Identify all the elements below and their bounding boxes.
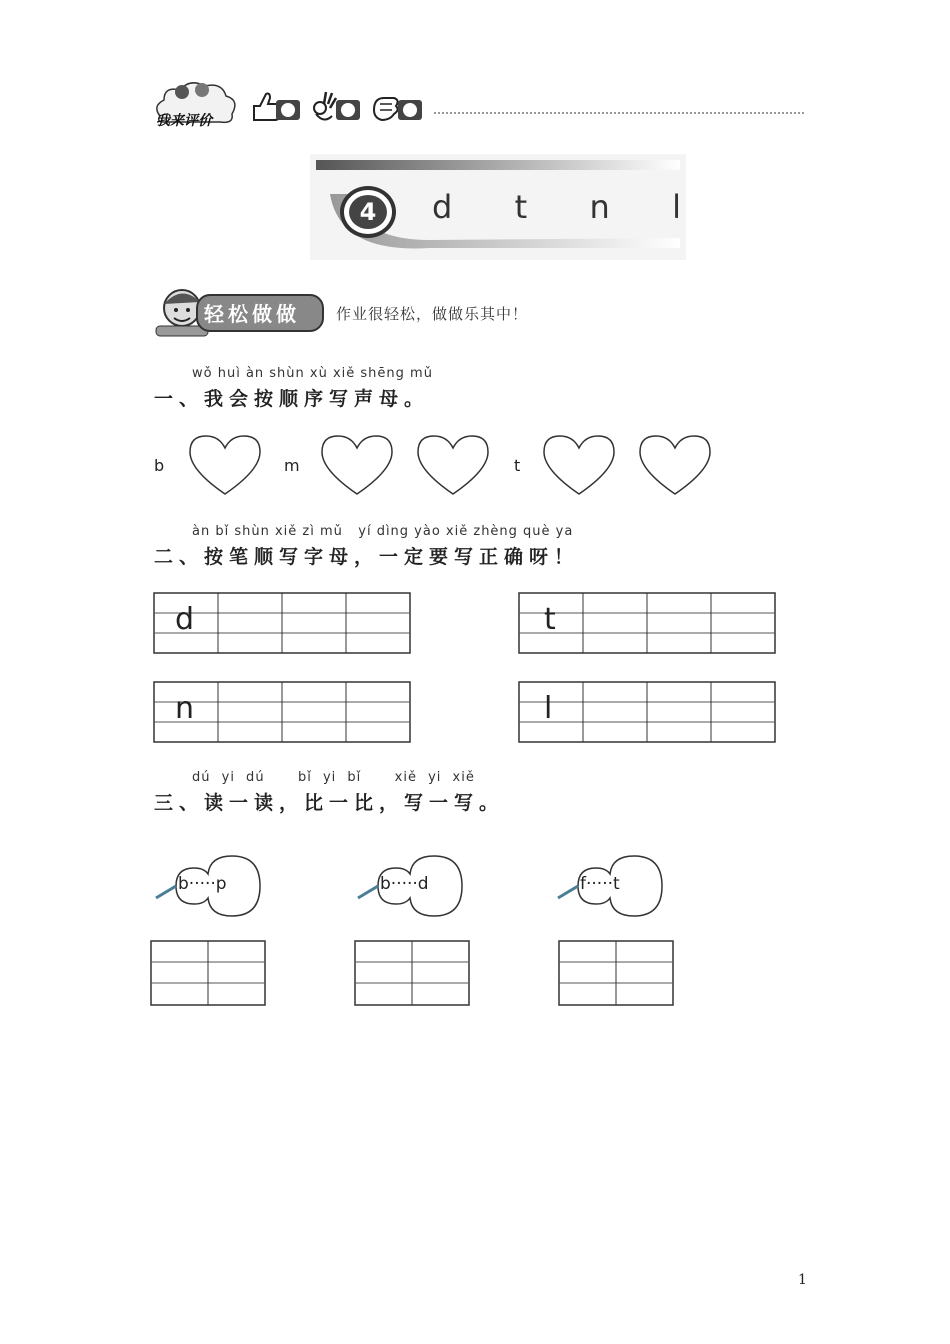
heart-blank-4[interactable] [540, 432, 618, 498]
grid-lines [518, 681, 776, 743]
grid-letter: n [175, 691, 195, 726]
q2-title: 二、按笔顺写字母，一定要写正确呀！ [154, 546, 580, 568]
writing-grid-t[interactable] [518, 592, 776, 654]
rating-ok[interactable] [310, 90, 362, 124]
writing-grid-d[interactable] [153, 592, 411, 654]
gourd-2 [352, 852, 466, 918]
gourd-3 [552, 852, 666, 918]
rating-thumbs-up[interactable] [250, 90, 302, 124]
gourd-1 [150, 852, 264, 918]
heart-blank-2[interactable] [318, 432, 396, 498]
small-writing-grid-3[interactable] [558, 940, 674, 1006]
eval-label: 我来评价 [156, 113, 212, 129]
gourd-text: f·····t [580, 874, 620, 894]
rating-fist[interactable] [370, 90, 424, 124]
small-writing-grid-2[interactable] [354, 940, 470, 1006]
small-writing-grid-1[interactable] [150, 940, 266, 1006]
grid-letter: t [544, 602, 556, 637]
q2-pinyin: àn bǐ shùn xiě zì mǔ yí dìng yào xiě zhèng què ya [192, 524, 574, 539]
heart-blank-5[interactable] [636, 432, 714, 498]
grid-letter: l [544, 691, 553, 726]
activity-badge-text: 轻松做做 [204, 302, 300, 326]
q1-label: t [514, 456, 521, 475]
q1-pinyin: wǒ huì àn shùn xù xiě shēng mǔ [192, 366, 433, 381]
grid-letter: d [175, 602, 195, 637]
lesson-letters: d t n l [432, 188, 696, 226]
grid-lines [518, 592, 776, 654]
q3-pinyin: dú yi dú bǐ yi bǐ xiě yi xiě [192, 770, 475, 785]
q1-row [150, 432, 730, 502]
fist-icon [370, 90, 424, 124]
thumbs-up-icon [250, 90, 302, 124]
heart-blank-3[interactable] [414, 432, 492, 498]
q1-label: m [284, 456, 300, 475]
activity-subtitle: 作业很轻松，做做乐其中！ [336, 305, 529, 323]
evaluation-header [150, 76, 810, 132]
writing-grid-l[interactable] [518, 681, 776, 743]
lesson-banner [310, 154, 696, 260]
ok-hand-icon [310, 90, 362, 124]
header-dotted-line [434, 112, 804, 114]
activity-header [152, 284, 572, 340]
gourd-text: b·····d [380, 874, 429, 894]
lesson-number: 4 [349, 195, 387, 229]
gourd-text: b·····p [178, 874, 227, 894]
writing-grid-n[interactable] [153, 681, 411, 743]
heart-blank-1[interactable] [186, 432, 264, 498]
q3-title: 三、读一读，比一比，写一写。 [154, 792, 505, 814]
q1-label: b [154, 456, 165, 475]
page-number: 1 [798, 1272, 807, 1288]
lesson-number-badge [340, 186, 396, 238]
q1-title: 一、我会按顺序写声母。 [154, 388, 430, 410]
